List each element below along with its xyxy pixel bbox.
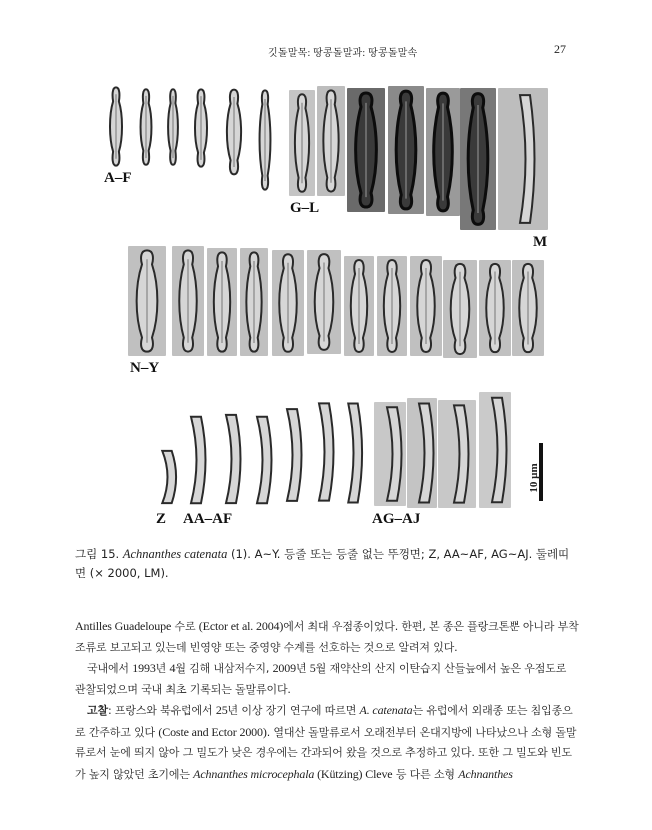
p2-run: 월 재약산의 산지 이탄습지 산들늪에서 높은 우점도로 관찰되었으며 국내 최초 기록되는 돌말류이다. [75,662,567,696]
micrograph [255,86,275,194]
micrograph [443,260,477,358]
micrograph [407,398,437,508]
p2-run: 국내에서 [87,662,133,675]
p3-run: 등 다른 소형 [392,767,459,781]
label-n-y: N–Y [130,360,160,376]
micrograph [338,398,364,508]
label-g-l: G–L [290,200,320,216]
label-z: Z [156,511,167,527]
micrograph [479,392,511,508]
p3-run: (Kützing) Cleve [314,766,393,781]
micrograph [152,448,178,506]
paragraph-2 [75,658,580,700]
p1-run: (Ector et al. 2004) [198,619,284,633]
micrograph [308,398,336,506]
p2-run: 2009 [272,661,296,675]
p2-run: 5 [309,661,316,675]
p2-run: 1993 [132,661,156,675]
p1-run: 에서 최대 우점종이었다. 한편, 본 종은 플랑크톤뿐 아니라 부착조류로 보고되고 있는데 빈영양 또는 중영양 수계를 선호하는 것으로 알려져 있다. [75,620,579,654]
scale-bar-label: 10 µm [528,463,540,493]
figure-caption [75,545,575,583]
micrograph [438,400,476,508]
micrograph [289,90,315,196]
micrograph [512,260,544,356]
label-m: M [533,234,548,250]
p3-run: . 열대산 돌말류로서 오래전부터 온대지방에 나타났으나 소형 돌말류로서 눈에 띄지 않아 그 밀도가 낮은 경우에는 간과되어 왔을 것으로 추정하고 있다. 또한 그 밀도와 빈도가 높지 않았던 초기에는 [75,725,577,781]
micrograph [479,260,511,356]
micrograph [190,86,212,170]
paragraph-3 [75,700,580,785]
page-number: 27 [554,42,566,56]
p2-run: 년 [295,662,310,675]
p3-run: : 프랑스와 북유럽에서 [107,704,216,717]
micrograph [388,86,424,214]
micrograph [374,402,406,506]
body-text [75,616,580,785]
caption-species: Achnanthes catenata [122,547,228,561]
p3-run: 는 유럽에서 외래종 또는 침입종으로 간주하고 있다 [75,704,573,739]
p2-run: 년 [155,662,170,675]
p3-run: 고찰 [87,704,108,717]
p1-run: 수로 [171,620,199,633]
p2-run: 월 김해 내삼저수지, [175,662,273,675]
p3-run: A. catenata [359,703,413,717]
micrograph [410,256,442,356]
caption-prefix: 그림 15. [75,547,123,561]
micrograph [128,246,166,356]
micrograph [105,84,127,169]
micrograph [498,88,548,230]
micrograph [221,86,247,178]
micrograph [344,256,374,356]
micrograph [246,412,274,508]
micrograph [347,88,385,212]
label-a-f: A–F [104,170,132,186]
label-ag-aj: AG–AJ [372,511,421,527]
caption-rest: (1). A~Y. 등줄 또는 등줄 없는 뚜껑면; Z, AA~AF, AG~AJ. 둘레띠면 (× 2000, LM). [75,547,570,580]
p3-run: (Coste and Ector 2000) [158,724,267,739]
micrograph [307,250,341,354]
micrograph [214,410,244,508]
micrograph [276,404,304,506]
paragraph-1 [75,616,580,658]
p1-run: Antilles Guadeloupe [75,619,172,633]
p3-run: Achnanthes [458,766,513,781]
p2-run: 4 [169,661,176,675]
p3-run: 25 [215,703,228,717]
micrograph [272,250,304,356]
micrograph [136,86,156,168]
micrograph [180,412,208,508]
p3-run: 년 이상 장기 연구에 따르면 [227,704,360,717]
micrograph [317,86,345,196]
running-head: 깃돌말목: 땅콩돌말과: 땅콩돌말속 [268,48,418,59]
label-aa-af: AA–AF [183,511,233,527]
micrograph [377,256,407,356]
micrograph [460,88,496,230]
micrograph [172,246,204,356]
micrograph [240,248,268,356]
p3-run: Achnanthes microcephala [193,766,315,781]
micrograph [207,248,237,356]
micrograph [164,86,182,168]
micrograph [426,88,460,216]
